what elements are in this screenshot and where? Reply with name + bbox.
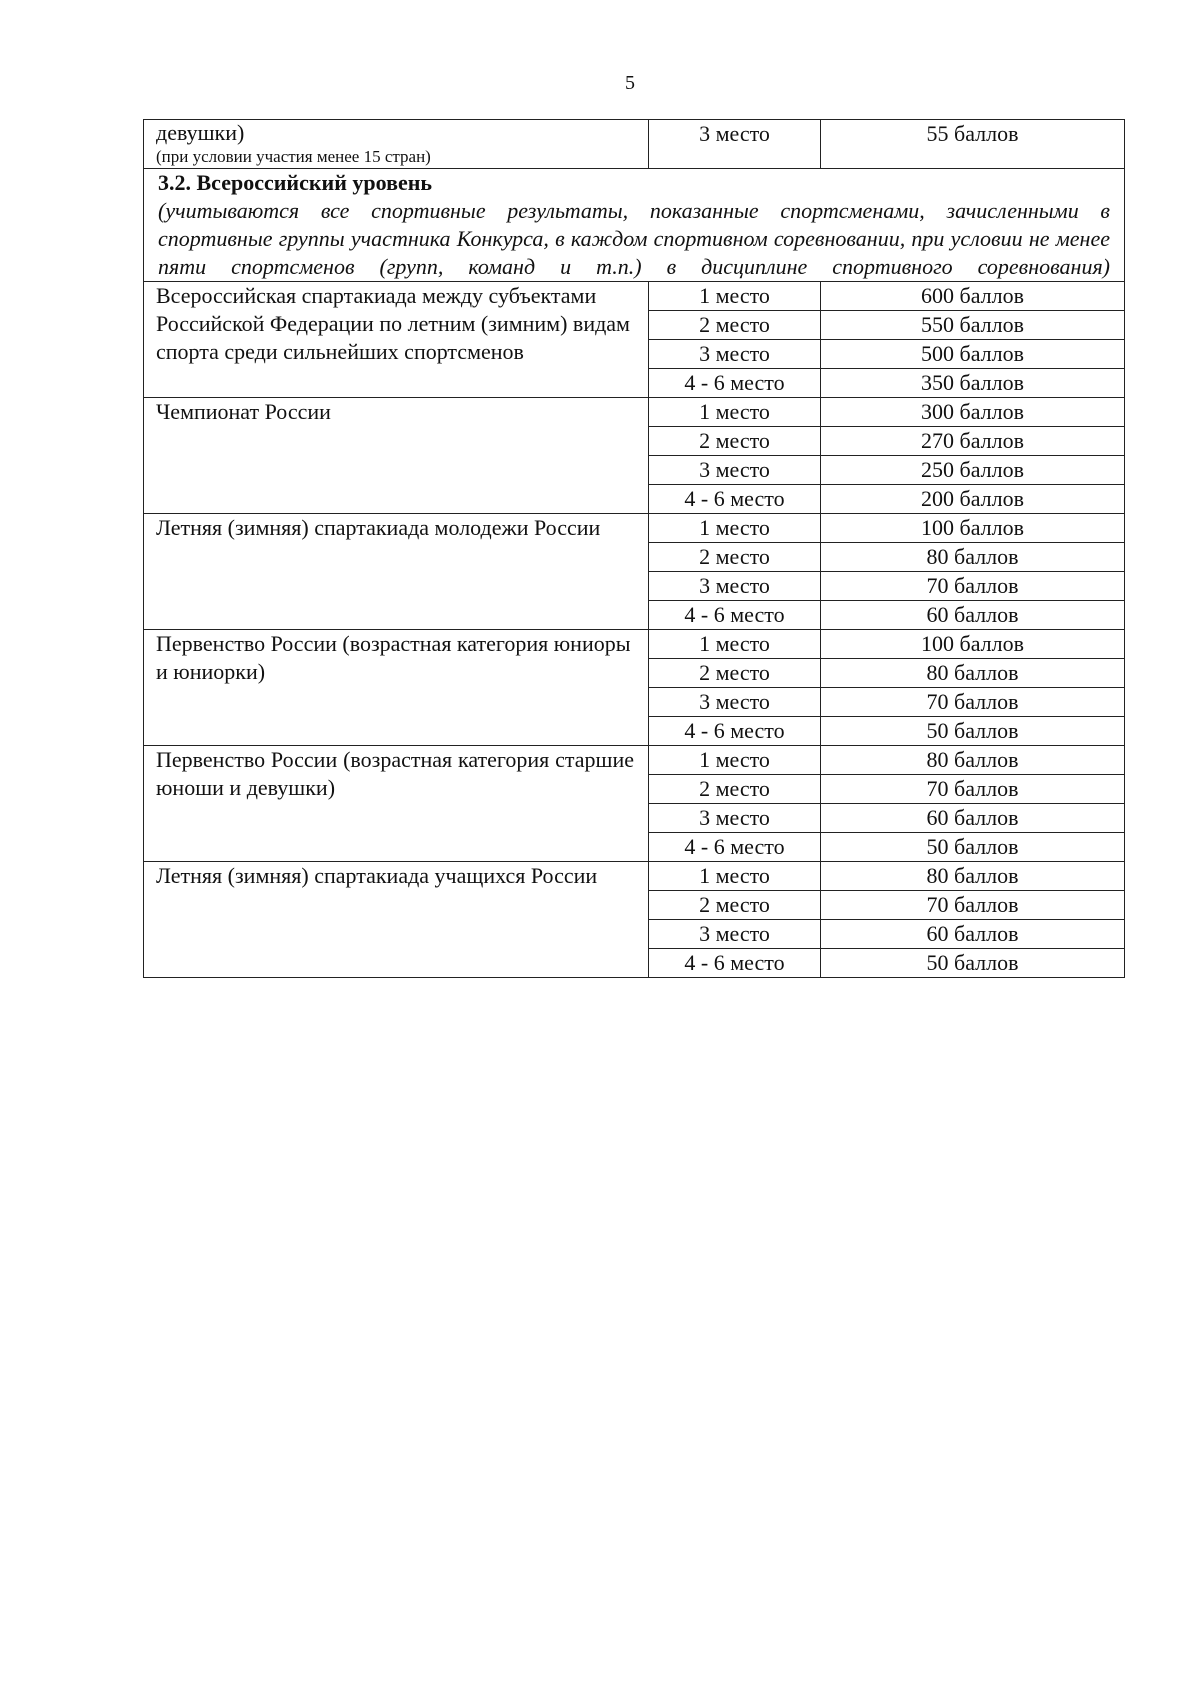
event-name-cell: Всероссийская спартакиада между субъектами Российской Федерации по летним (зимним) видам спорта среди сильнейших спортсменов — [144, 282, 649, 398]
event-name-cell: Чемпионат России — [144, 398, 649, 514]
points-cell: 60 баллов — [821, 920, 1125, 949]
place-cell: 3 место — [649, 804, 821, 833]
points-cell: 80 баллов — [821, 862, 1125, 891]
place-cell: 2 место — [649, 775, 821, 804]
points-cell: 250 баллов — [821, 456, 1125, 485]
table-row — [144, 630, 1125, 659]
points-cell: 55 баллов — [821, 120, 1125, 169]
points-cell: 500 баллов — [821, 340, 1125, 369]
place-cell: 4 - 6 место — [649, 369, 821, 398]
section-row — [144, 169, 1125, 282]
points-cell: 80 баллов — [821, 746, 1125, 775]
points-cell: 100 баллов — [821, 514, 1125, 543]
event-name-cell: Первенство России (возрастная категория юниоры и юниорки) — [144, 630, 649, 746]
place-cell: 1 место — [649, 282, 821, 311]
points-cell: 60 баллов — [821, 804, 1125, 833]
prev-event-note: (при условии участия менее 15 стран) — [156, 147, 431, 166]
points-cell: 300 баллов — [821, 398, 1125, 427]
table-row — [144, 862, 1125, 891]
points-cell: 100 баллов — [821, 630, 1125, 659]
points-cell: 80 баллов — [821, 659, 1125, 688]
place-cell: 2 место — [649, 543, 821, 572]
place-cell: 2 место — [649, 659, 821, 688]
place-cell: 1 место — [649, 862, 821, 891]
page-number: 5 — [625, 72, 635, 94]
table-row — [144, 746, 1125, 775]
prev-event-cell — [144, 120, 649, 169]
points-cell: 70 баллов — [821, 891, 1125, 920]
place-cell: 3 место — [649, 688, 821, 717]
points-cell: 600 баллов — [821, 282, 1125, 311]
event-name-cell: Летняя (зимняя) спартакиада учащихся России — [144, 862, 649, 978]
table-row — [144, 120, 1125, 169]
points-cell: 50 баллов — [821, 949, 1125, 978]
points-cell: 270 баллов — [821, 427, 1125, 456]
place-cell: 4 - 6 место — [649, 949, 821, 978]
points-cell: 80 баллов — [821, 543, 1125, 572]
points-cell: 50 баллов — [821, 717, 1125, 746]
place-cell: 3 место — [649, 340, 821, 369]
prev-event-name: девушки) — [156, 120, 245, 145]
table-row — [144, 514, 1125, 543]
place-cell: 2 место — [649, 427, 821, 456]
points-cell: 200 баллов — [821, 485, 1125, 514]
points-cell: 60 баллов — [821, 601, 1125, 630]
place-cell: 4 - 6 место — [649, 601, 821, 630]
section-description: (учитываются все спортивные результаты, показанные спортсменами, зачисленными в спортивные группы участника Конкурса, в каждом спортивном соревновании, при условии не менее пяти спортсменов (групп, команд и т.п.) в дисциплине спортивного соревнования) — [158, 198, 1110, 279]
place-cell: 3 место — [649, 572, 821, 601]
points-cell: 50 баллов — [821, 833, 1125, 862]
place-cell: 4 - 6 место — [649, 485, 821, 514]
points-cell: 70 баллов — [821, 775, 1125, 804]
place-cell: 4 - 6 место — [649, 717, 821, 746]
table-row — [144, 282, 1125, 311]
place-cell: 3 место — [649, 456, 821, 485]
place-cell: 3 место — [649, 120, 821, 169]
place-cell: 1 место — [649, 514, 821, 543]
points-cell: 550 баллов — [821, 311, 1125, 340]
event-name-cell: Первенство России (возрастная категория старшие юноши и девушки) — [144, 746, 649, 862]
place-cell: 1 место — [649, 630, 821, 659]
points-cell: 350 баллов — [821, 369, 1125, 398]
points-cell: 70 баллов — [821, 572, 1125, 601]
section-cell — [144, 169, 1125, 282]
place-cell: 4 - 6 место — [649, 833, 821, 862]
section-title: 3.2. Всероссийский уровень — [158, 170, 433, 195]
points-cell: 70 баллов — [821, 688, 1125, 717]
place-cell: 1 место — [649, 398, 821, 427]
table-row — [144, 398, 1125, 427]
place-cell: 1 место — [649, 746, 821, 775]
event-name-cell: Летняя (зимняя) спартакиада молодежи России — [144, 514, 649, 630]
scores-table — [143, 119, 1125, 978]
place-cell: 3 место — [649, 920, 821, 949]
place-cell: 2 место — [649, 891, 821, 920]
place-cell: 2 место — [649, 311, 821, 340]
